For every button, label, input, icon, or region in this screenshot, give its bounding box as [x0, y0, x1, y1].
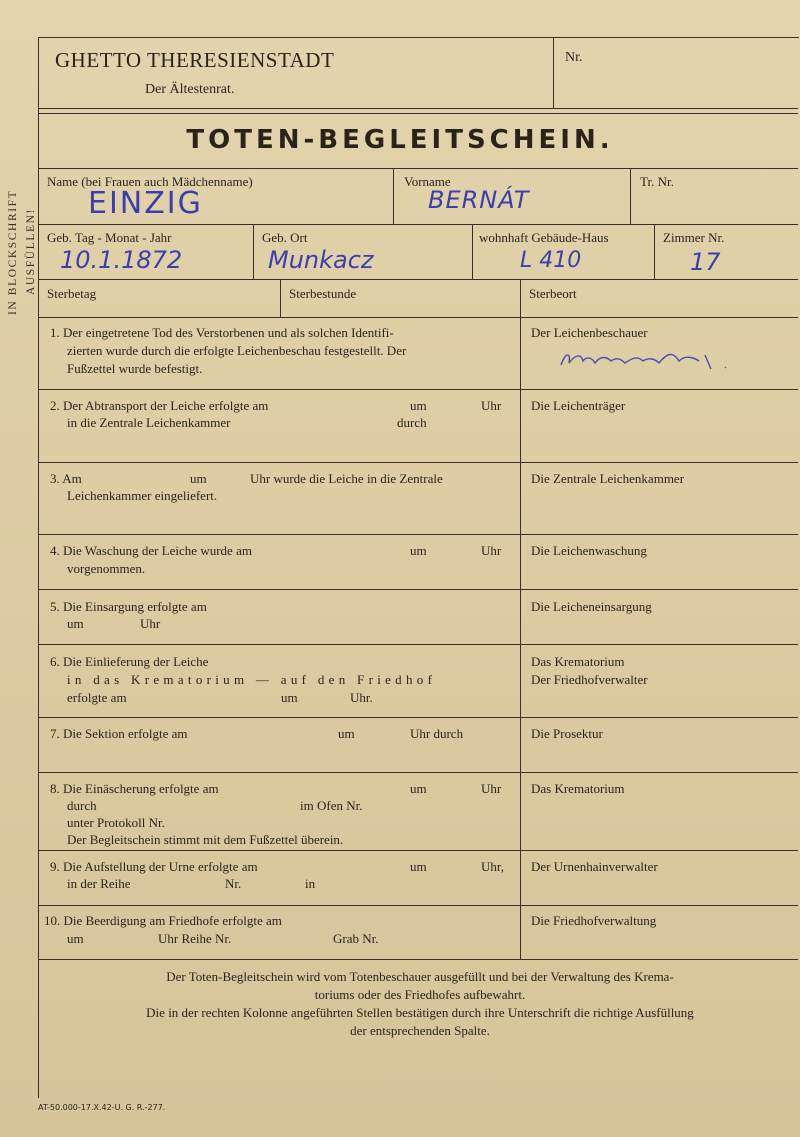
section7-uhr: Uhr durch — [410, 726, 464, 741]
header-nr-label: Nr. — [565, 50, 583, 65]
name-value: EINZIG — [88, 186, 203, 221]
section6-right2: Der Friedhofverwalter — [531, 672, 648, 687]
footer-line4: der entsprechenden Spalte. — [350, 1023, 490, 1038]
divider-wohnhaft — [654, 224, 655, 279]
vorname-label: Vorname — [404, 174, 451, 189]
section5-line1: 5. Die Einsargung erfolgte am — [50, 599, 207, 614]
section-rule — [38, 389, 798, 390]
trnr-label: Tr. Nr. — [640, 174, 674, 189]
section10-line2: um — [67, 931, 84, 946]
sterbestunde-label: Sterbestunde — [289, 286, 357, 301]
section9-right: Der Urnenhainverwalter — [531, 859, 658, 874]
sterbeort-label: Sterbeort — [529, 286, 577, 301]
print-code: AT-50.000-17.X.42-U. G. R.-277. — [38, 1103, 166, 1112]
divider-name — [393, 168, 394, 224]
section10-grab: Grab Nr. — [333, 931, 379, 946]
sterbetag-label: Sterbetag — [47, 286, 97, 301]
section7-line1: 7. Die Sektion erfolgte am — [50, 726, 188, 741]
section10-line1: 10. Die Beerdigung am Friedhofe erfolgte am — [44, 913, 282, 928]
section-rule — [38, 589, 798, 590]
section-rule — [38, 462, 798, 463]
section6-line3: erfolgte am — [67, 690, 127, 705]
section8-um: um — [410, 781, 427, 796]
zimmer-value: 17 — [690, 248, 721, 276]
section4-line1: 4. Die Waschung der Leiche wurde am — [50, 543, 252, 558]
section2-line1: 2. Der Abtransport der Leiche erfolgte am — [50, 398, 269, 413]
gebort-label: Geb. Ort — [262, 230, 308, 245]
section8-line3: unter Protokoll Nr. — [67, 815, 165, 830]
header-bottom-rule — [38, 108, 798, 109]
section8-ofen: im Ofen Nr. — [300, 798, 363, 813]
section9-line2: in der Reihe — [67, 876, 131, 891]
section9-nr: Nr. — [225, 876, 242, 891]
section3-line1: 3. Am — [50, 471, 82, 486]
section-rule — [38, 772, 798, 773]
wohnhaft-label: wohnhaft Gebäude-Haus — [479, 230, 609, 245]
section7-right: Die Prosektur — [531, 726, 603, 741]
footer-line3: Die in der rechten Kolonne angeführten Stellen bestätigen durch ihre Unterschrift die richtige Ausfüllung — [146, 1005, 694, 1020]
section8-line2: durch — [67, 798, 97, 813]
divider-sterbetag — [280, 279, 281, 317]
section5-right: Die Leicheneinsargung — [531, 599, 652, 614]
section8-uhr: Uhr — [481, 781, 502, 796]
header-double-rule — [38, 113, 798, 114]
rule-row3-bottom — [38, 317, 798, 318]
divider-gebort — [472, 224, 473, 279]
sections-column-divider — [520, 317, 521, 959]
section5-uhr: Uhr — [140, 616, 161, 631]
page-title: TOTEN-BEGLEITSCHEIN. — [186, 125, 614, 155]
divider-gebtag — [253, 224, 254, 279]
gebtag-value: 10.1.1872 — [60, 246, 183, 274]
section7-um: um — [338, 726, 355, 741]
section-rule — [38, 644, 798, 645]
section3-um: um — [190, 471, 207, 486]
section3-right: Die Zentrale Leichenkammer — [531, 471, 685, 486]
section1-line1: 1. Der eingetretene Tod des Verstorbenen und als solchen Identifi- — [50, 325, 394, 340]
section6-line1: 6. Die Einlieferung der Leiche — [50, 654, 209, 669]
section8-line4: Der Begleitschein stimmt mit dem Fußzettel überein. — [67, 832, 344, 847]
section9-um: um — [410, 859, 427, 874]
section6-um: um — [281, 690, 298, 705]
section2-durch: durch — [397, 415, 427, 430]
section4-um: um — [410, 543, 427, 558]
section1-right: Der Leichenbeschauer — [531, 325, 648, 340]
section2-uhr: Uhr — [481, 398, 502, 413]
section-rule — [38, 717, 798, 718]
section-rule — [38, 959, 798, 960]
section-rule — [38, 905, 798, 906]
section6-line2: in das Krematorium — auf den Friedhof — [67, 672, 437, 687]
sidebar-note — [2, 160, 42, 320]
section4-line2: vorgenommen. — [67, 561, 146, 576]
section2-um: um — [410, 398, 427, 413]
divider-sterbestunde — [520, 279, 521, 317]
section9-uhr: Uhr, — [481, 859, 504, 874]
section-rule — [38, 850, 798, 851]
divider-vorname — [630, 168, 631, 224]
section3-line2: Leichenkammer eingeliefert. — [67, 488, 218, 503]
header-divider — [553, 37, 554, 108]
header-council: Der Ältestenrat. — [145, 82, 235, 97]
section4-uhr: Uhr — [481, 543, 502, 558]
section6-right: Das Krematorium — [531, 654, 625, 669]
sidebar-line-1: IN BLOCKSCHRIFT — [7, 189, 19, 315]
rule-row1-bottom — [38, 224, 798, 225]
section8-right: Das Krematorium — [531, 781, 625, 796]
section4-right: Die Leichenwaschung — [531, 543, 647, 558]
wohnhaft-value: L 410 — [520, 248, 582, 273]
section3-uhr: Uhr wurde die Leiche in die Zentrale — [250, 471, 443, 486]
gebort-value: Munkacz — [268, 246, 374, 274]
section10-uhr: Uhr Reihe Nr. — [158, 931, 232, 946]
section6-uhr: Uhr. — [350, 690, 373, 705]
section2-line2: in die Zentrale Leichenkammer — [67, 415, 231, 430]
section2-right: Die Leichenträger — [531, 398, 626, 413]
section9-in: in — [305, 876, 316, 891]
rule-row2-bottom — [38, 279, 798, 280]
section1-line2: zierten wurde durch die erfolgte Leichenbeschau festgestellt. Der — [67, 343, 407, 358]
rule-row1-top — [38, 168, 798, 169]
section9-line1: 9. Die Aufstellung der Urne erfolgte am — [50, 859, 258, 874]
section10-right: Die Friedhofverwaltung — [531, 913, 657, 928]
name-label: Name (bei Frauen auch Mädchenname) — [47, 174, 253, 189]
section8-line1: 8. Die Einäscherung erfolgte am — [50, 781, 219, 796]
zimmer-label: Zimmer Nr. — [663, 230, 725, 245]
gebtag-label: Geb. Tag - Monat - Jahr — [47, 230, 172, 245]
signature-leichenbeschauer — [555, 345, 735, 375]
header-ghetto: GHETTO THERESIENSTADT — [55, 48, 335, 72]
section5-line2: um — [67, 616, 84, 631]
section-rule — [38, 534, 798, 535]
sidebar-line-2: AUSFÜLLEN! — [25, 208, 37, 295]
footer-line2: toriums oder des Friedhofes aufbewahrt. — [314, 987, 526, 1002]
footer-line1: Der Toten-Begleitschein wird vom Totenbeschauer ausgefüllt und bei der Verwaltung des Krema- — [166, 969, 674, 984]
section1-line3: Fußzettel wurde befestigt. — [67, 361, 203, 376]
vorname-value: BERNÁT — [428, 186, 530, 214]
